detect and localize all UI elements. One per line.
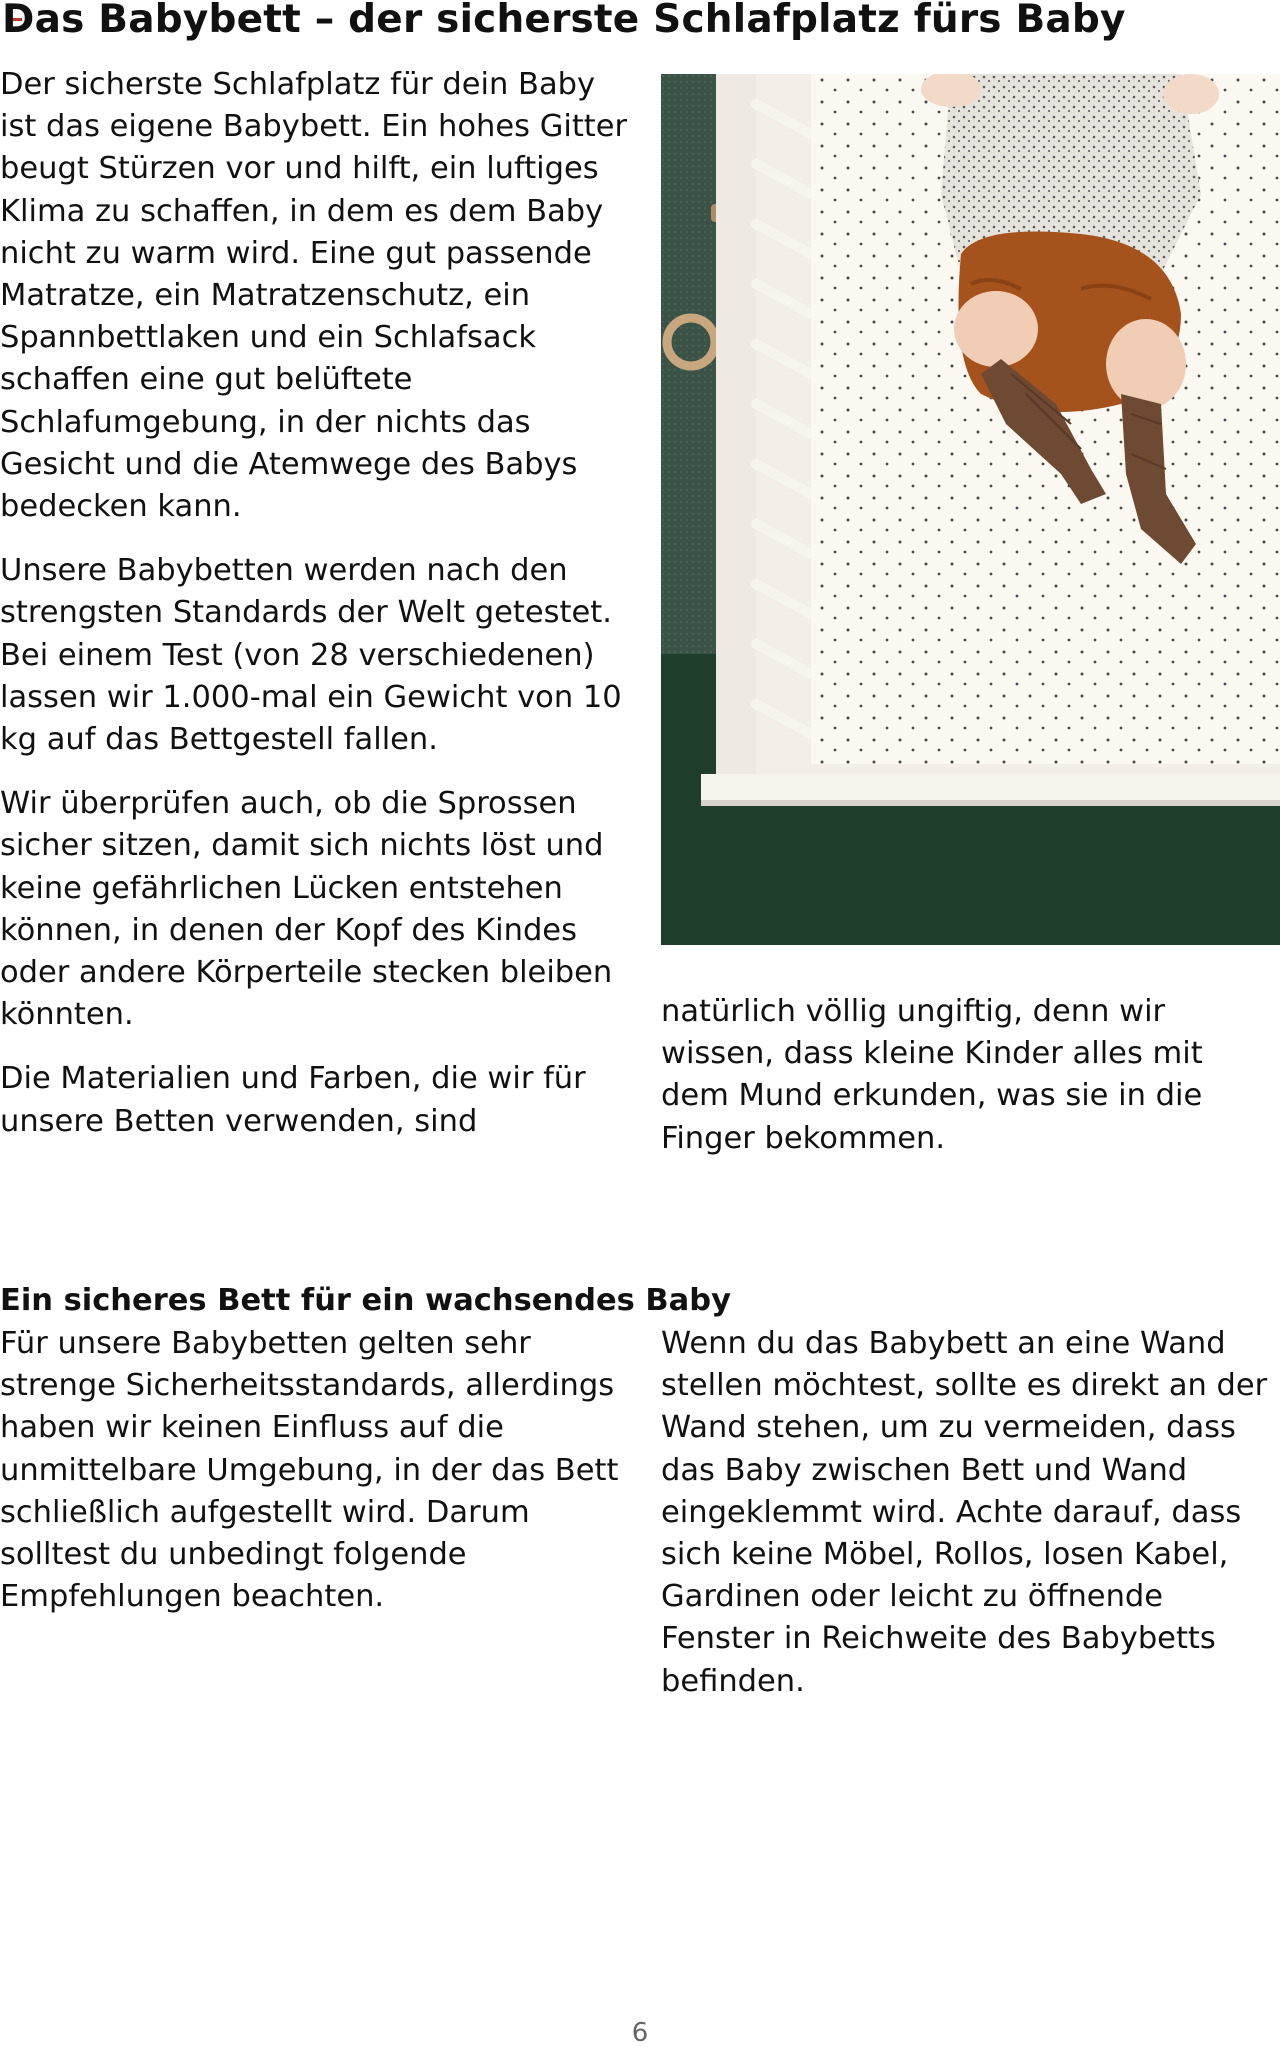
- baby-crib-illustration: [661, 74, 1280, 945]
- intro-paragraph-4: Die Materialien und Farben, die wir für unsere Betten verwenden, sind: [0, 1061, 586, 1139]
- section2-paragraph-left: Für unsere Babybetten gelten sehr strenge Sicherheitsstandards, allerdings haben wir keinen Einfluss auf die unmittelbare Umgebung, in der das Bett schließlich aufgestellt wird. Darum solltest du unbedingt folgende Empfehlungen beachten.: [0, 1326, 619, 1615]
- intro-paragraph-3: Wir überprüfen auch, ob die Sprossen sicher sitzen, damit sich nichts löst und keine gefährlichen Lücken entstehen können, in denen der Kopf des Kindes oder andere Körperteile stecken bleiben könnten.: [0, 786, 613, 1033]
- intro-continuation-paragraph: natürlich völlig ungiftig, denn wir wissen, dass kleine Kinder alles mit dem Mund erkunden, was sie in die Finger bekommen.: [661, 994, 1203, 1156]
- baby-crib-photo: [661, 74, 1280, 945]
- page-title: Das Babybett – der sicherste Schlafplatz fürs Baby: [2, 0, 1126, 42]
- section-heading-growing-baby: Ein sicheres Bett für ein wachsendes Baby: [0, 1283, 731, 1318]
- intro-column-left: [0, 64, 640, 1165]
- section2-paragraph-right: Wenn du das Babybett an eine Wand stellen möchtest, sollte es direkt an der Wand stehen, um zu vermeiden, dass das Baby zwischen Bett und Wand eingeklemmt wird. Achte darauf, dass sich keine Möbel, Rollos, losen Kabel, Gardinen oder leicht zu öffnende Fenster in Reichweite des Babybetts befinden.: [661, 1326, 1268, 1699]
- intro-paragraph-1: Der sicherste Schlafplatz für dein Baby ist das eigene Babybett. Ein hohes Gitter beugt Stürzen vor und hilft, ein luftiges Klima zu schaffen, in dem es dem Baby nicht zu warm wird. Eine gut passende Matratze, ein Matratzenschutz, ein Spannbettlaken und ein Schlafsack schaffen eine gut belüftete Schlafumgebung, in der nichts das Gesicht und die Atemwege des Babys bedecken kann.: [0, 67, 628, 525]
- page-number: 6: [631, 2018, 649, 2047]
- intro-paragraph-2: Unsere Babybetten werden nach den strengsten Standards der Welt getestet. Bei einem Test (von 28 verschiedenen) lassen wir 1.000-mal ein Gewicht von 10 kg auf das Bettgestell fallen.: [0, 553, 622, 758]
- section2-column-left: [0, 1323, 640, 1640]
- section2-column-right: [661, 1323, 1280, 1725]
- intro-continuation-column: [661, 991, 1280, 1182]
